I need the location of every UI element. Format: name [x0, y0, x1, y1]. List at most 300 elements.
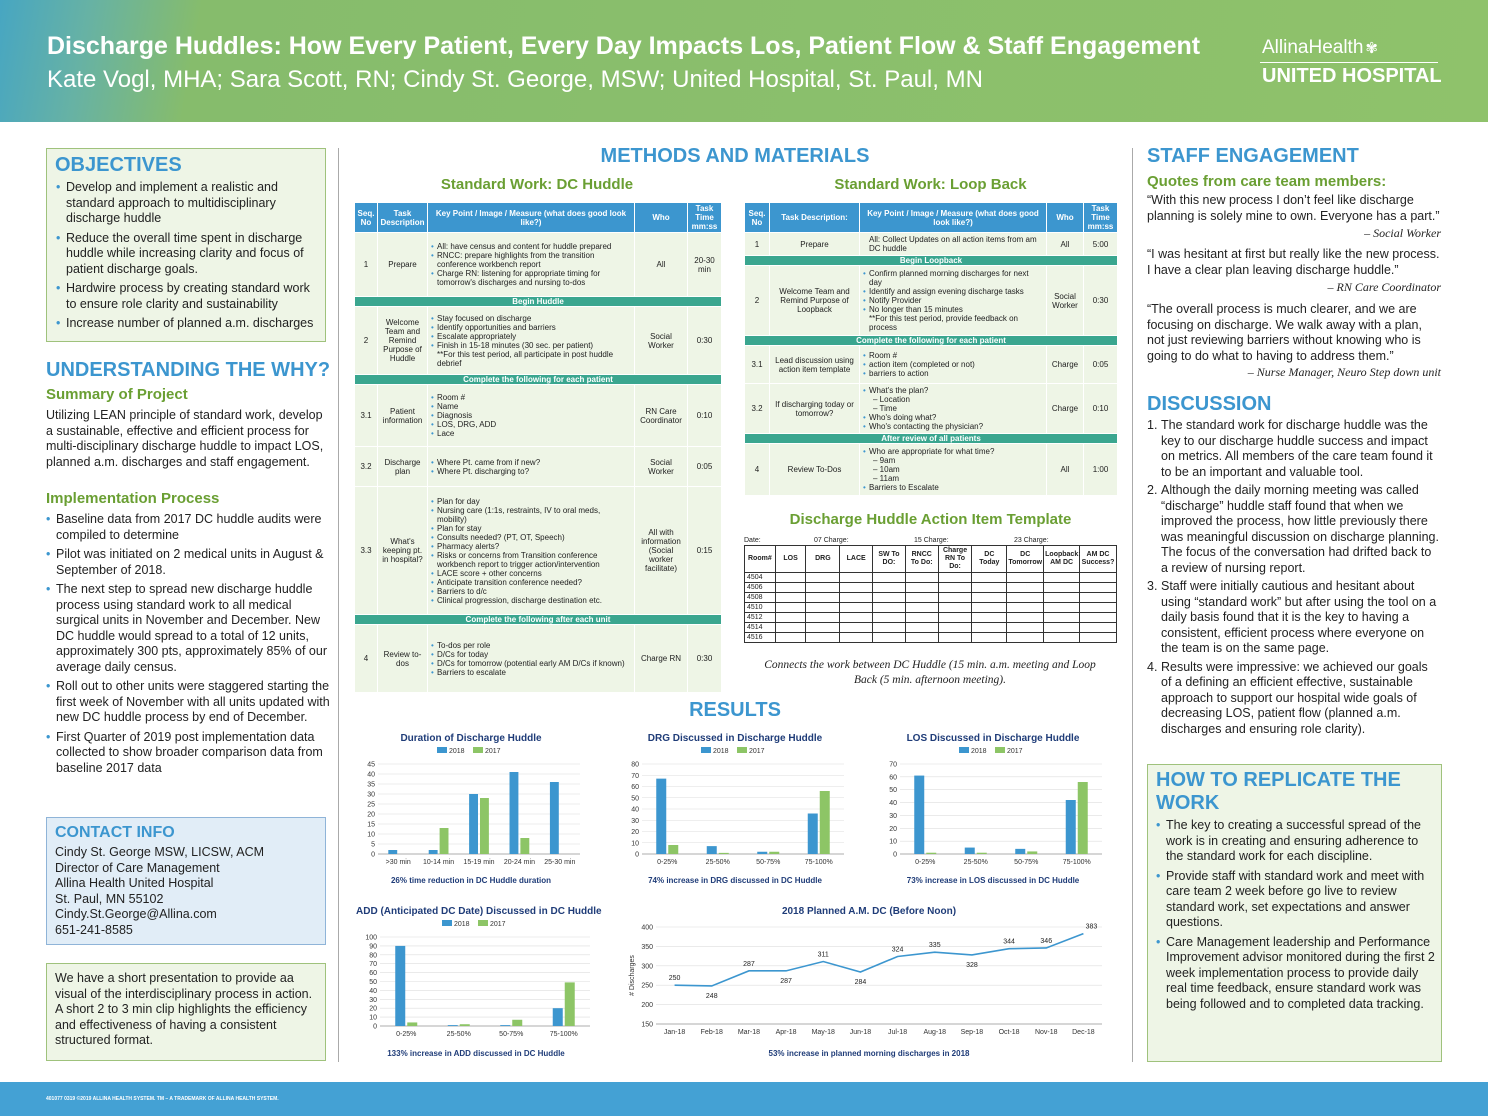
lb-seq: 4 [745, 444, 770, 496]
action-template-cell [806, 603, 840, 613]
lb-task: If discharging today or tomorrow? [770, 384, 860, 434]
action-template-cell [972, 583, 1007, 593]
dc-seq: 3.1 [355, 385, 378, 447]
lb-row [745, 384, 1118, 434]
dc-seq: 1 [355, 233, 378, 297]
lb-key-point: • Notify Provider [863, 296, 1043, 305]
y-tick-label: 10 [367, 831, 375, 839]
bar-2018 [388, 850, 397, 854]
action-template-row [745, 573, 1117, 583]
action-template-table [744, 545, 1117, 643]
bar-2018 [707, 846, 717, 854]
room-number: 4512 [745, 613, 776, 623]
dc-who: RN Care Coordinator [635, 385, 688, 447]
bar-2018 [510, 772, 519, 854]
y-tick-label: 40 [367, 771, 375, 779]
lb-time: 0:05 [1084, 346, 1118, 384]
bar-2017 [926, 853, 936, 854]
x-tick-label: Oct-18 [998, 1029, 1020, 1036]
action-template-cell [873, 603, 906, 613]
room-number: 4504 [745, 573, 776, 583]
x-tick-label: 15-19 min [463, 859, 495, 866]
legend-label: 2018 [454, 921, 470, 928]
lb-section-band [745, 256, 1118, 266]
dc-key-point: • LOS, DRG, ADD [431, 420, 631, 429]
action-template-col-5: SW To DO: [873, 546, 906, 573]
dc-row [355, 307, 722, 375]
chart-3 [878, 730, 1108, 890]
action-template-cell [1044, 613, 1080, 623]
dc-key-point: • Lace [431, 429, 631, 438]
dc-seq: 2 [355, 307, 378, 375]
column-divider-right [1132, 148, 1133, 1062]
lb-key-point: • Confirm planned morning discharges for next day [863, 269, 1043, 287]
dc-task: Discharge plan [378, 447, 428, 487]
why-heading: UNDERSTANDING THE WHY? [46, 359, 331, 381]
dc-task: What's keeping pt. in hospital? [378, 487, 428, 615]
data-label: 284 [854, 979, 867, 987]
dc-row [355, 447, 722, 487]
replicate-item-2: • Provide staff with standard work and meet with care team 2 week before go live to review standard work, set expectations and answer questions. [1156, 869, 1436, 931]
x-tick-label: 75-100% [804, 859, 833, 866]
data-label: 344 [1003, 938, 1015, 946]
date-line-field-2: 07 Charge: [814, 537, 914, 546]
legend-swatch-2018 [437, 747, 447, 753]
action-template-cell [775, 623, 806, 633]
discussion-item-4 [1147, 660, 1441, 738]
action-template-col-9: DC Tomorrow [1007, 546, 1044, 573]
lb-seq: 3.2 [745, 384, 770, 434]
lb-section-band [745, 434, 1118, 444]
data-label: 311 [817, 951, 829, 959]
x-tick-label: 50-75% [756, 859, 781, 866]
contact-line-2: Director of Care Management [55, 860, 220, 875]
logo-flower-icon: ✾ [1365, 40, 1378, 57]
action-template-row [745, 583, 1117, 593]
y-tick-label: 20 [369, 1005, 377, 1013]
dc-header-row [355, 203, 722, 233]
y-tick-label: 60 [889, 774, 897, 782]
bar-2018 [656, 779, 666, 854]
y-tick-label: 400 [641, 924, 653, 932]
action-template-cell [806, 623, 840, 633]
discussion-text: Staff were initially cautious and hesitant about using “standard work” but after using the tool on a daily basis found that it is the key to having a consistent, efficient process where everyone on the team is on the same page. [1161, 579, 1437, 655]
bar-2018 [448, 1025, 458, 1026]
objectives-heading: OBJECTIVES [55, 154, 182, 176]
y-tick-label: 70 [631, 772, 639, 780]
data-label: 383 [1085, 923, 1098, 931]
lb-key-point: • What's the plan? [863, 386, 1043, 395]
date-line-field-1: Date: [744, 537, 814, 546]
dc-key-point: • Charge RN: listening for appropriate timing for tomorrow's discharges and nursing to-dos [431, 269, 631, 287]
dc-key-point: • Name [431, 402, 631, 411]
dc-key-point: • D/Cs for today [431, 650, 631, 659]
action-template-cell [873, 633, 906, 643]
action-template-cell [806, 593, 840, 603]
dc-key-point: **For this test period, all participate in post huddle debrief [437, 349, 614, 368]
action-template-cell [972, 603, 1007, 613]
contact-details [55, 845, 264, 938]
chart-note: 74% increase in DRG discussed in DC Huddle [648, 876, 822, 885]
results-heading: RESULTS [689, 699, 781, 721]
y-tick-label: 40 [369, 987, 377, 995]
y-tick-label: 35 [367, 781, 375, 789]
bar-2017 [460, 1024, 470, 1026]
dc-who: All with information (Social worker facilitate) [635, 487, 688, 615]
dc-huddle-title: Standard Work: DC Huddle [440, 176, 634, 193]
action-template-cell [873, 573, 906, 583]
action-template-col-7: Charge RN To Do: [938, 546, 972, 573]
dc-section-band [355, 615, 722, 625]
lb-who: All [1047, 444, 1084, 496]
y-tick-label: 0 [373, 1023, 377, 1031]
contact-box [46, 817, 326, 945]
implementation-item-3: • The next step to spread new discharge huddle process using standard work to all medical surgical units in November and December. New DC huddle would spread to a total of 12 units, approximately 300 pts, approximately 85% of our average daily census. [46, 582, 330, 675]
action-template-cell [775, 583, 806, 593]
action-template-cell [938, 593, 972, 603]
x-tick-label: 0-25% [657, 859, 678, 866]
action-template-cell [938, 603, 972, 613]
chart-1 [356, 730, 586, 890]
bar-2017 [1078, 782, 1088, 854]
dc-section-label: Complete the following after each unit [355, 615, 722, 625]
dc-section-label: Begin Huddle [355, 297, 722, 307]
y-tick-label: 45 [367, 761, 375, 769]
lb-time: 0:30 [1084, 266, 1118, 336]
chart-title: 2018 Planned A.M. DC (Before Noon) [781, 906, 957, 917]
dc-row [355, 233, 722, 297]
replicate-heading-line1: HOW TO REPLICATE THE [1156, 769, 1401, 791]
staff-heading: STAFF ENGAGEMENT [1147, 145, 1359, 167]
lb-key-point: All: Collect Updates on all action items from am DC huddle [869, 235, 1037, 253]
action-template-cell [905, 613, 938, 623]
dc-task: Review to-dos [378, 625, 428, 693]
bar-2017 [820, 791, 830, 854]
quote-3: “The overall process is much clearer, and we are focusing on discharge. We walk away with a plan, not just reviewing barriers without knowing who is going to do what to having to address them.” [1147, 302, 1422, 363]
y-tick-label: 30 [369, 996, 377, 1004]
room-number: 4508 [745, 593, 776, 603]
dc-key-point: • Pharmacy alerts? [431, 542, 631, 551]
loopback-table [744, 202, 1118, 496]
y-tick-label: 250 [641, 982, 653, 990]
dc-key-point: • LACE score + other concerns [431, 569, 631, 578]
legend-swatch-2017 [737, 747, 747, 753]
action-template-cell [806, 583, 840, 593]
dc-key-points [428, 385, 635, 447]
dc-key-point: • Diagnosis [431, 411, 631, 420]
dc-key-point: • D/Cs for tomorrow (potential early AM D/Cs if known) [431, 659, 631, 668]
action-template-cell [806, 613, 840, 623]
discussion-item-1 [1147, 418, 1441, 480]
action-template-cell [1080, 593, 1117, 603]
bar-2018 [550, 782, 559, 854]
lb-key-point: • Who's contacting the physician? [863, 422, 1043, 431]
action-template-cell [905, 633, 938, 643]
action-template-cell [775, 633, 806, 643]
dc-who: Social Worker [635, 447, 688, 487]
dc-col-header-2: Task Description [378, 203, 428, 233]
lb-who: Charge [1047, 384, 1084, 434]
dc-who: All [635, 233, 688, 297]
action-template-cell [1007, 623, 1044, 633]
action-template-cell [972, 593, 1007, 603]
implementation-item-4: • Roll out to other units were staggered starting the first week of November with all units updated with new DC huddle process by end of December. [46, 679, 330, 726]
y-tick-label: 50 [369, 979, 377, 986]
action-template-row [745, 623, 1117, 633]
y-tick-label: 70 [369, 961, 377, 969]
replicate-item-1: • The key to creating a successful spread of the work is in creating and ensuring adherence to the standard work for each discipline. [1156, 818, 1436, 865]
data-label: 335 [928, 942, 941, 950]
objectives-box [46, 148, 326, 342]
lb-key-points [860, 233, 1047, 256]
contact-line-5: Cindy.St.George@Allina.com [55, 907, 217, 921]
lb-section-band [745, 336, 1118, 346]
summary-text: Utilizing LEAN principle of standard work, develop a sustainable, effective and efficient process for multi-disciplinary discharge huddle to impact LOS, planned a.m. discharges and staff engagement. [46, 408, 324, 469]
logo-text: AllinaHealth [1262, 37, 1364, 58]
bar-2018 [429, 850, 438, 854]
lb-task: Lead discussion using action item template [770, 346, 860, 384]
action-template-cell [1044, 573, 1080, 583]
y-tick-label: 30 [367, 791, 375, 799]
lb-row [745, 346, 1118, 384]
action-template-cell [840, 603, 873, 613]
lb-section-label: Begin Loopback [745, 256, 1118, 266]
footer-note: 401077 0319 ©2019 ALLINA HEALTH SYSTEM. TM – A TRADEMARK OF ALLINA HEALTH SYSTEM. [46, 1096, 279, 1102]
bar-2018 [500, 1025, 510, 1026]
x-tick-label: 25-30 min [544, 859, 576, 866]
action-template-row [745, 593, 1117, 603]
dc-row [355, 487, 722, 615]
dc-key-points [428, 233, 635, 297]
bar-2017 [769, 852, 779, 854]
bar-2017 [407, 1022, 417, 1026]
action-template-col-1: Room# [745, 546, 776, 573]
legend-label: 2018 [713, 748, 729, 755]
x-tick-label: Dec-18 [1072, 1029, 1095, 1036]
action-template-cell [972, 623, 1007, 633]
lb-key-points [860, 346, 1047, 384]
dc-task: Prepare [378, 233, 428, 297]
action-template-cell [1044, 583, 1080, 593]
lb-task: Prepare [770, 233, 860, 256]
data-label: 287 [780, 977, 792, 985]
chart-plot [620, 730, 850, 874]
dc-row [355, 625, 722, 693]
lb-who: All [1047, 233, 1084, 256]
action-template-cell [938, 583, 972, 593]
lb-key-point: • barriers to action [863, 369, 1043, 378]
poster-header [0, 0, 1488, 122]
action-template-cell [1080, 613, 1117, 623]
y-tick-label: 90 [369, 943, 377, 951]
replicate-heading-line2: WORK [1156, 792, 1220, 814]
bar-2017 [1027, 851, 1037, 854]
y-tick-label: 10 [631, 840, 639, 848]
action-template-cell [905, 623, 938, 633]
room-number: 4514 [745, 623, 776, 633]
dc-huddle-table [354, 202, 722, 693]
lb-key-point: • Barriers to Escalate [863, 483, 1043, 492]
x-tick-label: May-18 [811, 1029, 835, 1036]
y-tick-label: 30 [631, 817, 639, 825]
discussion-item-2 [1147, 483, 1441, 576]
x-tick-label: Jul-18 [888, 1029, 908, 1036]
presentation-note: We have a short presentation to provide aa visual of the interdisciplinary process in action. A short 2 to 3 min clip highlights the efficiency and effectiveness of having a consistent structured format. [55, 971, 313, 1047]
dc-key-point: • Finish in 15-18 minutes (30 sec. per patient) [431, 341, 631, 350]
discussion-item-3 [1147, 579, 1441, 657]
x-tick-label: 50-75% [1014, 859, 1039, 866]
summary-heading: Summary of Project [46, 386, 188, 403]
dc-key-point: • Consults needed? (PT, OT, Speech) [431, 533, 631, 542]
dc-section-band [355, 375, 722, 385]
lb-time: 5:00 [1084, 233, 1118, 256]
action-template-cell [972, 613, 1007, 623]
action-template-cell [1007, 613, 1044, 623]
lb-col-header-5: Task Time mm:ss [1084, 203, 1118, 233]
logo-divider [1260, 62, 1438, 63]
loopback-title: Standard Work: Loop Back [834, 176, 1027, 193]
action-template-cell [938, 613, 972, 623]
y-tick-label: 300 [641, 963, 653, 971]
dc-task: Welcome Team and Remind Purpose of Huddle [378, 307, 428, 375]
action-template-cell [840, 623, 873, 633]
x-tick-label: 20-24 min [503, 859, 535, 866]
quote-2: “I was hesitant at first but really like the new process. I have a clear plan leaving discharge huddle.” [1147, 247, 1440, 277]
y-tick-label: 20 [889, 825, 897, 833]
discussion-number: 1. [1147, 418, 1158, 432]
discussion-list [1147, 418, 1441, 740]
bar-2018 [553, 1008, 563, 1026]
dc-key-point: • Identify opportunities and barriers [431, 323, 631, 332]
x-tick-label: Jan-18 [663, 1029, 686, 1036]
dc-key-point: • Where Pt. discharging to? [431, 467, 631, 476]
lb-row [745, 266, 1118, 336]
x-tick-label: Apr-18 [775, 1029, 797, 1036]
methods-heading: METHODS AND MATERIALS [600, 145, 870, 167]
action-template-row [745, 603, 1117, 613]
x-tick-label: 25-50% [705, 859, 730, 866]
y-tick-label: 25 [367, 801, 375, 809]
y-tick-label: 0 [635, 851, 639, 859]
x-tick-label: Sep-18 [960, 1029, 984, 1036]
dc-seq: 3.3 [355, 487, 378, 615]
y-tick-label: 150 [641, 1021, 653, 1029]
y-tick-label: 80 [369, 952, 377, 960]
action-template-cell [873, 593, 906, 603]
action-template-row [745, 613, 1117, 623]
chart-plot [356, 903, 602, 1047]
action-template-cell [1044, 623, 1080, 633]
replicate-item-3: • Care Management leadership and Performance Improvement advisor monitored during the first 2 week implementation process to provide daily real time feedback, ensure standard work was being followed and to completed data tracking. [1156, 935, 1436, 1013]
replicate-heading [1156, 769, 1401, 815]
y-tick-label: 80 [631, 761, 639, 769]
quote-1: “With this new process I don’t feel like discharge planning is solely mine to own. Everyone has a part.” [1147, 193, 1440, 223]
x-tick-label: Mar-18 [737, 1029, 761, 1036]
x-tick-label: 0-25% [396, 1031, 417, 1038]
room-number: 4516 [745, 633, 776, 643]
dc-time: 0:05 [688, 447, 722, 487]
y-tick-label: 10 [889, 838, 897, 846]
y-tick-label: 15 [367, 821, 375, 829]
dc-key-point: • Barriers to d/c [431, 587, 631, 596]
lb-seq: 2 [745, 266, 770, 336]
dc-key-points [428, 307, 635, 375]
action-template-cell [905, 593, 938, 603]
dc-who: Social Worker [635, 307, 688, 375]
lb-row [745, 444, 1118, 496]
lb-col-header-4: Who [1047, 203, 1084, 233]
y-tick-label: 40 [631, 806, 639, 814]
contact-line-1: Cindy St. George MSW, LICSW, ACM [55, 845, 265, 859]
implementation-heading: Implementation Process [46, 490, 220, 507]
data-label: 250 [668, 975, 681, 983]
action-template-col-8: DC Today [972, 546, 1007, 573]
y-tick-label: 50 [631, 795, 639, 803]
dc-key-point: • Room # [431, 393, 631, 402]
legend-swatch-2017 [995, 747, 1005, 753]
dc-col-header-1: Seq. No [355, 203, 378, 233]
action-template-col-10: Loopback: AM DC [1044, 546, 1080, 573]
x-tick-label: 0-25% [915, 859, 936, 866]
dc-key-point: • Clinical progression, discharge destination etc. [431, 596, 631, 605]
dc-key-point: • Plan for day [431, 497, 631, 506]
action-template-cell [905, 603, 938, 613]
chart-note: 73% increase in LOS discussed in DC Huddle [906, 876, 1080, 885]
chart-plot [878, 730, 1108, 874]
y-tick-label: 60 [631, 784, 639, 791]
action-template-col-11: AM DC Success? [1080, 546, 1117, 573]
action-template-cell [1044, 593, 1080, 603]
objective-item-4: • Increase number of planned a.m. discharges [56, 316, 318, 332]
action-template-cell [1080, 603, 1117, 613]
dc-key-points [428, 487, 635, 615]
y-tick-label: 350 [641, 943, 653, 951]
y-tick-label: 200 [641, 1002, 653, 1010]
lb-key-point: • Room # [863, 351, 1043, 360]
bar-2018 [469, 794, 478, 854]
chart-plot [356, 730, 586, 874]
dc-key-point: • To-dos per role [431, 641, 631, 650]
action-template-cell [1007, 593, 1044, 603]
chart-title: LOS Discussed in Discharge Huddle [906, 733, 1080, 744]
dc-time: 0:15 [688, 487, 722, 615]
bar-2018 [808, 814, 818, 855]
replicate-list [1156, 818, 1436, 1016]
column-divider-left [338, 148, 339, 1062]
chart-plot [628, 903, 1110, 1047]
lb-section-label: After review of all patients [745, 434, 1118, 444]
y-tick-label: 60 [369, 970, 377, 978]
x-tick-label: 50-75% [499, 1031, 524, 1038]
action-template-cell [938, 623, 972, 633]
lb-col-header-1: Seq. No [745, 203, 770, 233]
lb-key-point: – 11am [873, 474, 900, 483]
objective-item-3: • Hardwire process by creating standard work to ensure role clarity and sustainability [56, 281, 318, 312]
y-tick-label: 10 [369, 1014, 377, 1022]
data-label: 324 [891, 946, 904, 954]
bar-2017 [520, 838, 529, 854]
objectives-list [56, 180, 318, 336]
implementation-item-2: • Pilot was initiated on 2 medical units in August & September of 2018. [46, 547, 330, 578]
dc-time: 0:30 [688, 307, 722, 375]
dc-key-point: • All: have census and content for huddle prepared [431, 242, 631, 251]
date-line-field-4: 23 Charge: [1014, 537, 1117, 546]
discussion-number: 3. [1147, 579, 1158, 593]
contact-heading: CONTACT INFO [55, 824, 175, 841]
chart-4 [356, 903, 602, 1063]
lb-key-point: • Who are appropriate for what time? [863, 447, 1043, 456]
chart-note: 53% increase in planned morning discharges in 2018 [768, 1049, 970, 1058]
